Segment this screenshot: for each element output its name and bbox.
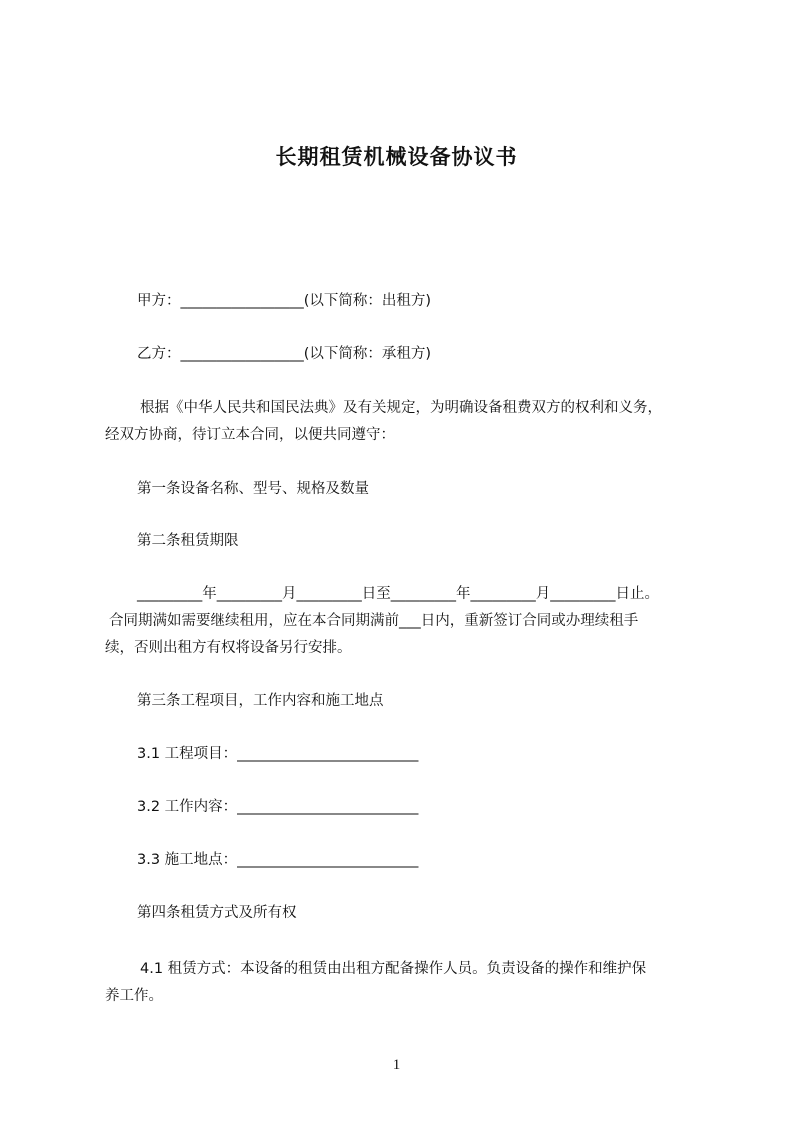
item-4-1-line-2: 养工作。 (105, 988, 163, 1004)
preamble-line-1: 根据《中华人民共和国民法典》及有关规定，为明确设备租费双方的权利和义务， (140, 400, 662, 416)
article-1-heading: 第一条设备名称、型号、规格及数量 (137, 481, 369, 497)
item-4-1-line-1: 4.1 租赁方式：本设备的租赁由出租方配备操作人员。负责设备的操作和维护保 (140, 961, 647, 977)
item-3-1: 3.1 工程项目：_________________________ (137, 746, 419, 762)
item-3-2: 3.2 工作内容：_________________________ (137, 799, 419, 815)
article-4-heading: 第四条租赁方式及所有权 (137, 905, 297, 921)
party-a-line: 甲方：_________________(以下简称：出租方) (137, 293, 432, 309)
article-2-dates: _________年_________月_________日至_________年_________月_________日止。 (137, 586, 659, 602)
party-b-line: 乙方：_________________(以下简称：承租方) (137, 346, 432, 362)
page-number: 1 (392, 1057, 401, 1073)
document-title: 长期租赁机械设备协议书 (275, 145, 518, 169)
article-2-line-2: 合同期满如需要继续租用，应在本合同期满前___日内，重新签订合同或办理续租手 (109, 613, 639, 629)
preamble-line-2: 经双方协商，待订立本合同，以便共同遵守： (105, 427, 395, 443)
item-3-3: 3.3 施工地点：_________________________ (137, 852, 419, 868)
article-2-heading: 第二条租赁期限 (137, 533, 239, 549)
article-3-heading: 第三条工程项目，工作内容和施工地点 (137, 693, 384, 709)
article-2-line-3: 续，否则出租方有权将设备另行安排。 (105, 640, 352, 656)
